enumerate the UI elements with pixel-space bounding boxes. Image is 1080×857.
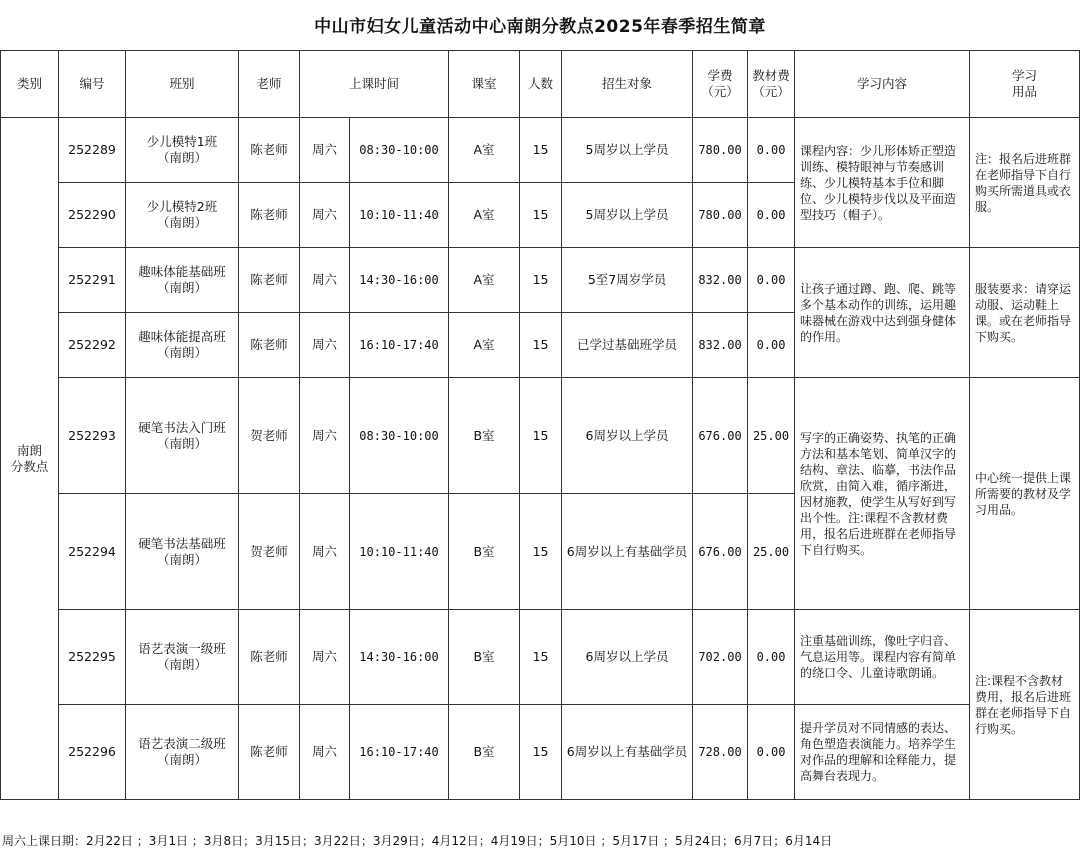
time-cell: 14:30-16:00 xyxy=(350,610,449,705)
category-cell xyxy=(1,118,59,800)
supplies-fitness: 服装要求：请穿运动服、运动鞋上课。或在老师指导下购买。 xyxy=(970,248,1080,378)
code-cell: 252289 xyxy=(59,118,126,183)
material-cell: 0.00 xyxy=(748,183,795,248)
header-teacher: 老师 xyxy=(239,51,300,118)
code-cell: 252295 xyxy=(59,610,126,705)
class-cell xyxy=(126,248,239,313)
target-cell: 5至7周岁学员 xyxy=(562,248,693,313)
material-cell: 0.00 xyxy=(748,313,795,378)
schedule-table xyxy=(0,50,1080,800)
fee-cell: 832.00 xyxy=(693,313,748,378)
class-branch: （南朗） xyxy=(156,280,207,295)
header-row xyxy=(1,51,1080,118)
material-cell: 0.00 xyxy=(748,118,795,183)
class-cell xyxy=(126,118,239,183)
class-branch: （南朗） xyxy=(156,150,207,165)
time-cell: 08:30-10:00 xyxy=(350,378,449,494)
class-name: 语艺表演一级班 xyxy=(138,641,226,656)
day-cell: 周六 xyxy=(300,705,350,800)
teacher-cell: 贺老师 xyxy=(239,494,300,610)
header-fee-line1: 学费 xyxy=(707,68,733,83)
schedule-dates-footer: 周六上课日期：2月22日 ；3月1日 ；3月8日；3月15日；3月22日；3月29日；4月12日；4月19日；5月10日 ；5月17日 ；5月24日；6月7日；6月14日 xyxy=(2,834,833,848)
fee-cell: 780.00 xyxy=(693,183,748,248)
code-cell: 252291 xyxy=(59,248,126,313)
supplies-speech: 注:课程不含教材费用，报名后进班群在老师指导下自行购买。 xyxy=(970,610,1080,800)
material-cell: 25.00 xyxy=(748,494,795,610)
header-material-line1: 教材费 xyxy=(752,68,790,83)
header-count: 人数 xyxy=(520,51,562,118)
header-room: 课室 xyxy=(449,51,520,118)
class-branch: （南朗） xyxy=(156,345,207,360)
room-cell: A室 xyxy=(449,313,520,378)
class-branch: （南朗） xyxy=(156,435,207,451)
teacher-cell: 贺老师 xyxy=(239,378,300,494)
count-cell: 15 xyxy=(520,610,562,705)
count-cell: 15 xyxy=(520,313,562,378)
time-cell: 10:10-11:40 xyxy=(350,494,449,610)
supplies-calligraphy: 中心统一提供上课所需要的教材及学习用品。 xyxy=(970,378,1080,610)
teacher-cell: 陈老师 xyxy=(239,183,300,248)
material-cell: 25.00 xyxy=(748,378,795,494)
code-cell: 252294 xyxy=(59,494,126,610)
day-cell: 周六 xyxy=(300,313,350,378)
room-cell: B室 xyxy=(449,610,520,705)
target-cell: 5周岁以上学员 xyxy=(562,183,693,248)
day-cell: 周六 xyxy=(300,610,350,705)
time-cell: 16:10-17:40 xyxy=(350,705,449,800)
header-content: 学习内容 xyxy=(795,51,970,118)
class-branch: （南朗） xyxy=(156,215,207,230)
fee-cell: 832.00 xyxy=(693,248,748,313)
header-material xyxy=(748,51,795,118)
code-cell: 252293 xyxy=(59,378,126,494)
time-cell: 16:10-17:40 xyxy=(350,313,449,378)
room-cell: A室 xyxy=(449,118,520,183)
fee-cell: 676.00 xyxy=(693,378,748,494)
class-name: 趣味体能基础班 xyxy=(138,264,226,279)
count-cell: 15 xyxy=(520,118,562,183)
category-line1: 南朗 xyxy=(16,442,42,458)
target-cell: 5周岁以上学员 xyxy=(562,118,693,183)
code-cell: 252290 xyxy=(59,183,126,248)
content-fitness: 让孩子通过蹲、跑、爬、跳等多个基本动作的训练，运用趣味器械在游戏中达到强身健体的作用。 xyxy=(795,248,970,378)
teacher-cell: 陈老师 xyxy=(239,118,300,183)
time-cell: 10:10-11:40 xyxy=(350,183,449,248)
target-cell: 6周岁以上学员 xyxy=(562,610,693,705)
room-cell: A室 xyxy=(449,248,520,313)
class-branch: （南朗） xyxy=(156,752,207,767)
day-cell: 周六 xyxy=(300,118,350,183)
class-cell xyxy=(126,494,239,610)
room-cell: A室 xyxy=(449,183,520,248)
table-row xyxy=(1,118,1080,183)
table-row xyxy=(1,705,1080,800)
room-cell: B室 xyxy=(449,494,520,610)
day-cell: 周六 xyxy=(300,494,350,610)
count-cell: 15 xyxy=(520,248,562,313)
fee-cell: 728.00 xyxy=(693,705,748,800)
class-name: 语艺表演二级班 xyxy=(138,736,226,751)
class-cell xyxy=(126,378,239,494)
teacher-cell: 陈老师 xyxy=(239,313,300,378)
fee-cell: 702.00 xyxy=(693,610,748,705)
category-line2: 分教点 xyxy=(10,458,49,474)
header-supplies xyxy=(970,51,1080,118)
content-calligraphy: 写字的正确姿势、执笔的正确方法和基本笔划、简单汉字的结构、章法、临摹，书法作品欣赏，由简入难，循序渐进，因材施教，使学生从写好到写出个性。注:课程不含教材费用，报名后进班群在老师指导下自行购买。 xyxy=(795,378,970,610)
count-cell: 15 xyxy=(520,494,562,610)
class-cell xyxy=(126,705,239,800)
header-supplies-line2: 用品 xyxy=(1012,84,1038,99)
room-cell: B室 xyxy=(449,705,520,800)
code-cell: 252296 xyxy=(59,705,126,800)
teacher-cell: 陈老师 xyxy=(239,705,300,800)
count-cell: 15 xyxy=(520,378,562,494)
content-speech2: 提升学员对不同情感的表达、角色塑造表演能力。培养学生对作品的理解和诠释能力，提高舞台表现力。 xyxy=(795,705,970,800)
time-cell: 08:30-10:00 xyxy=(350,118,449,183)
class-name: 硬笔书法基础班 xyxy=(138,535,226,551)
target-cell: 6周岁以上学员 xyxy=(562,378,693,494)
count-cell: 15 xyxy=(520,183,562,248)
content-speech1: 注重基础训练，像吐字归音、气息运用等。课程内容有简单的绕口令、儿童诗歌朗诵。 xyxy=(795,610,970,705)
day-cell: 周六 xyxy=(300,248,350,313)
class-name: 趣味体能提高班 xyxy=(138,329,226,344)
class-name: 少儿模特2班 xyxy=(146,199,218,214)
target-cell: 6周岁以上有基础学员 xyxy=(562,494,693,610)
teacher-cell: 陈老师 xyxy=(239,248,300,313)
header-supplies-line1: 学习 xyxy=(1012,68,1038,83)
header-code: 编号 xyxy=(59,51,126,118)
header-target: 招生对象 xyxy=(562,51,693,118)
content-model: 课程内容：少儿形体矫正塑造训练、模特眼神与节奏感训练、少儿模特基本手位和脚位、少儿模特步伐以及平面造型技巧（帽子）。 xyxy=(795,118,970,248)
teacher-cell: 陈老师 xyxy=(239,610,300,705)
supplies-model: 注：报名后进班群在老师指导下自行购买所需道具或衣服。 xyxy=(970,118,1080,248)
class-branch: （南朗） xyxy=(156,551,207,567)
class-name: 少儿模特1班 xyxy=(146,134,218,149)
header-material-line2: （元） xyxy=(752,84,790,99)
room-cell: B室 xyxy=(449,378,520,494)
header-category: 类别 xyxy=(1,51,59,118)
material-cell: 0.00 xyxy=(748,248,795,313)
code-cell: 252292 xyxy=(59,313,126,378)
page-title: 中山市妇女儿童活动中心南朗分教点2025年春季招生简章 xyxy=(314,17,766,37)
header-time: 上课时间 xyxy=(300,51,449,118)
table-row xyxy=(1,378,1080,494)
header-fee-line2: （元） xyxy=(701,84,739,99)
count-cell: 15 xyxy=(520,705,562,800)
material-cell: 0.00 xyxy=(748,610,795,705)
time-cell: 14:30-16:00 xyxy=(350,248,449,313)
class-cell xyxy=(126,183,239,248)
day-cell: 周六 xyxy=(300,183,350,248)
class-cell xyxy=(126,313,239,378)
class-cell xyxy=(126,610,239,705)
class-name: 硬笔书法入门班 xyxy=(138,419,226,435)
target-cell: 6周岁以上有基础学员 xyxy=(562,705,693,800)
header-fee xyxy=(693,51,748,118)
header-class: 班别 xyxy=(126,51,239,118)
day-cell: 周六 xyxy=(300,378,350,494)
fee-cell: 676.00 xyxy=(693,494,748,610)
material-cell: 0.00 xyxy=(748,705,795,800)
class-branch: （南朗） xyxy=(156,657,207,672)
target-cell: 已学过基础班学员 xyxy=(562,313,693,378)
fee-cell: 780.00 xyxy=(693,118,748,183)
table-row xyxy=(1,248,1080,313)
table-row xyxy=(1,610,1080,705)
